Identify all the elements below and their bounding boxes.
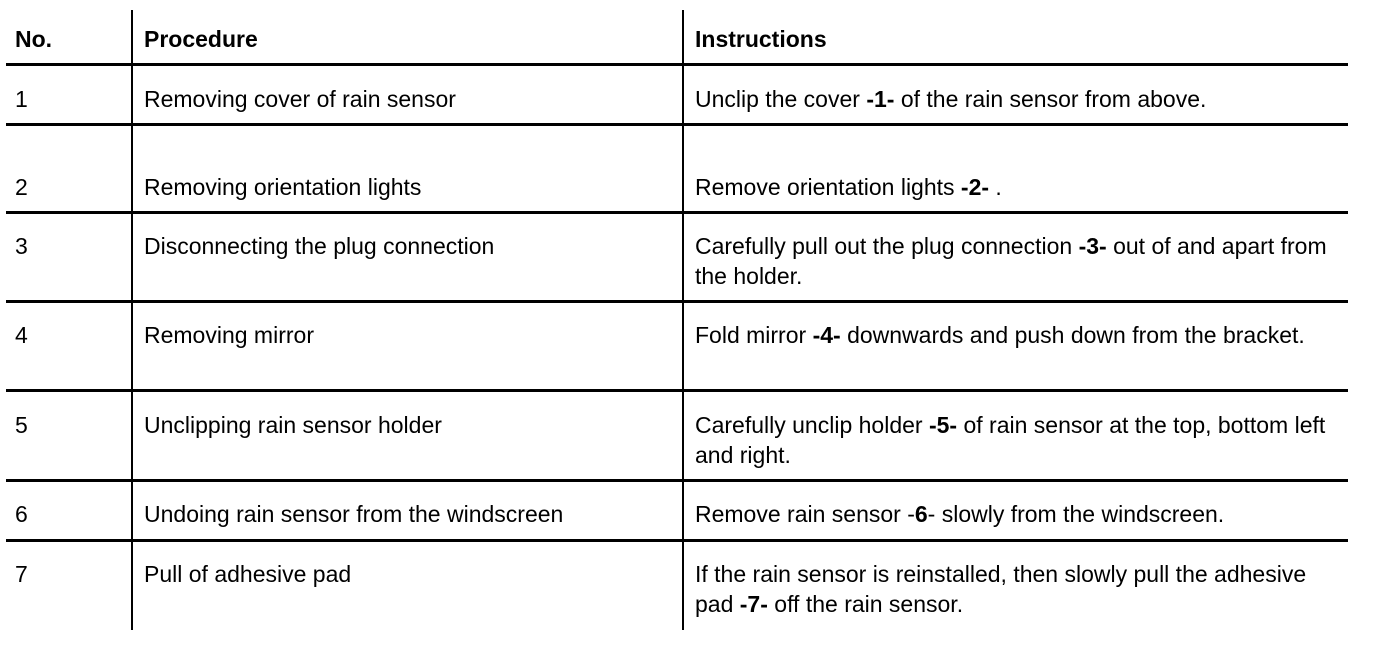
- item-reference: 6: [914, 501, 928, 527]
- instr-text: off the rain sensor.: [767, 591, 964, 617]
- item-reference: -1-: [866, 86, 895, 112]
- instr-text: out of and apart from the holder.: [695, 233, 1327, 289]
- table-row: [6, 66, 1348, 126]
- instr-text: downwards and push down from the bracket.: [840, 322, 1305, 348]
- row-number: 1: [15, 86, 28, 112]
- row-number: 5: [15, 412, 28, 438]
- instr-text: Carefully unclip holder: [695, 412, 929, 438]
- row-procedure: Pull of adhesive pad: [144, 561, 352, 587]
- row-procedure: Unclipping rain sensor holder: [144, 412, 442, 438]
- instr-text: Carefully pull out the plug connection: [695, 233, 1079, 259]
- header-procedure: Procedure: [144, 26, 258, 52]
- row-procedure: Removing orientation lights: [144, 174, 422, 200]
- item-reference: -2-: [960, 174, 990, 200]
- row-instructions: [695, 84, 1335, 114]
- row-instructions: [695, 559, 1335, 619]
- instr-text: - slowly from the windscreen.: [927, 501, 1225, 527]
- table-header-row: [6, 10, 1348, 66]
- instr-text: of rain sensor at the top, bottom left and right.: [695, 412, 1326, 468]
- row-instructions: [695, 499, 1335, 529]
- table-row: [6, 303, 1348, 392]
- row-instructions: [695, 410, 1335, 470]
- item-reference: -5-: [928, 412, 958, 438]
- item-reference: -3-: [1078, 233, 1107, 259]
- row-instructions: [695, 320, 1335, 350]
- row-number: 3: [15, 233, 28, 259]
- instr-text: Remove rain sensor -: [695, 501, 915, 527]
- instr-text: If the rain sensor is reinstalled, then slowly pull the adhesive pad: [695, 561, 1307, 617]
- instr-text: of the rain sensor from above.: [894, 86, 1207, 112]
- table-row: [6, 392, 1348, 482]
- instr-text: Unclip the cover: [695, 86, 867, 112]
- row-instructions: [695, 231, 1335, 291]
- item-reference: -4-: [812, 322, 841, 348]
- row-procedure: Disconnecting the plug connection: [144, 233, 495, 259]
- row-procedure: Removing mirror: [144, 322, 314, 348]
- instr-text: Fold mirror: [695, 322, 813, 348]
- row-procedure: Undoing rain sensor from the windscreen: [144, 501, 564, 527]
- procedure-table: [6, 10, 1348, 630]
- item-reference: -7-: [739, 591, 768, 617]
- table-row: [6, 214, 1348, 303]
- table-row: [6, 482, 1348, 542]
- row-procedure: Removing cover of rain sensor: [144, 86, 456, 112]
- row-instructions: [695, 172, 1335, 202]
- header-instructions: Instructions: [695, 26, 827, 52]
- table-row: [6, 126, 1348, 214]
- instr-text: Remove orientation lights: [695, 174, 961, 200]
- row-number: 7: [15, 561, 28, 587]
- table-row: [6, 542, 1348, 630]
- instr-text: .: [989, 174, 1002, 200]
- row-number: 6: [15, 501, 28, 527]
- row-number: 2: [15, 174, 28, 200]
- row-number: 4: [15, 322, 28, 348]
- header-no: No.: [15, 26, 53, 52]
